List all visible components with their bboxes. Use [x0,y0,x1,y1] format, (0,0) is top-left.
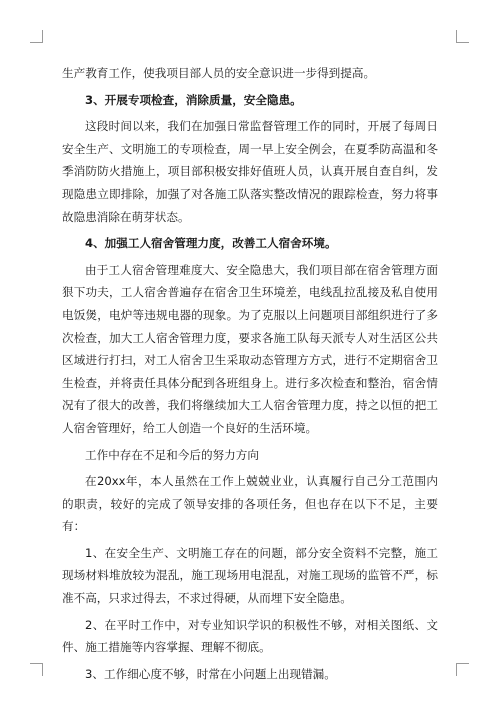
crop-mark-bottom-right [456,663,469,676]
crop-mark-top-right [456,30,469,43]
paragraph-shortcomings-intro: 在20xx年，本人虽然在工作上兢兢业业，认真履行自己分工范围内的职责，较好的完成了领导安排的各项任务，但也存在以下不足，主要有： [62,474,438,534]
section-heading-3: 3、开展专项检查，消除质量，安全隐患。 [85,92,302,107]
paragraph-dormitory-management: 由于工人宿舍管理难度大、安全隐患大，我们项目部在宿舍管理方面狠下功夫，工人宿舍普遍存在宿舍卫生环境差，电线乱拉乱接及私自使用电饭煲，电炉等违规电器的现象。为了克服以上问题项目部组织进行了多次检查，加大工人宿舍管理力度，要求各施工队每天派专人对生活区公共区域进行打扫，对工人宿舍卫生采取动态管理方方式，进行不定期宿舍卫生检查，并将责任具体分配到各班组身上。进行多次检查和整治，宿舍情况有了很大的改善，我们将继续加大工人宿舍管理力度，持之以恒的把工人宿舍管理好，给工人创造一个良好的生活环境。 [62,262,438,435]
crop-mark-top-left [30,30,43,43]
section-heading-4: 4、加强工人宿舍管理力度，改善工人宿舍环境。 [85,236,337,251]
paragraph-shortcomings-heading: 工作中存在不足和今后的努力方向 [85,447,259,462]
crop-mark-bottom-left [30,663,43,676]
paragraph-shortcoming-2: 2、在平时工作中，对专业知识学识的积极性不够，对相关图纸、文件、施工措施等内容掌握、理解不彻底。 [62,617,438,655]
paragraph-special-inspection: 这段时间以来，我们在加强日常监督管理工作的同时，开展了每周日安全生产、文明施工的专项检查，周一早上安全例会，在夏季防高温和冬季消防防火措施上，项目部积极安排好值班人员，认真开展自查自纠，发现隐患立即排除，加强了对各施工队落实整改情况的跟踪检查，努力将事故隐患消除在萌芽状态。 [62,119,438,224]
paragraph-intro-continuation: 生产教育工作，使我项目部人员的安全意识进一步得到提高。 [62,66,376,80]
paragraph-shortcoming-1: 1、在安全生产、文明施工存在的问题，部分安全资料不完整，施工现场材料堆放较为混乱，施工现场用电混乱，对施工现场的监管不严，标准不高，只求过得去，不求过得硬，从而埋下安全隐患。 [62,545,438,606]
paragraph-shortcoming-3: 3、工作细心度不够，时常在小问题上出现错漏。 [85,666,336,681]
document-body [62,62,438,685]
